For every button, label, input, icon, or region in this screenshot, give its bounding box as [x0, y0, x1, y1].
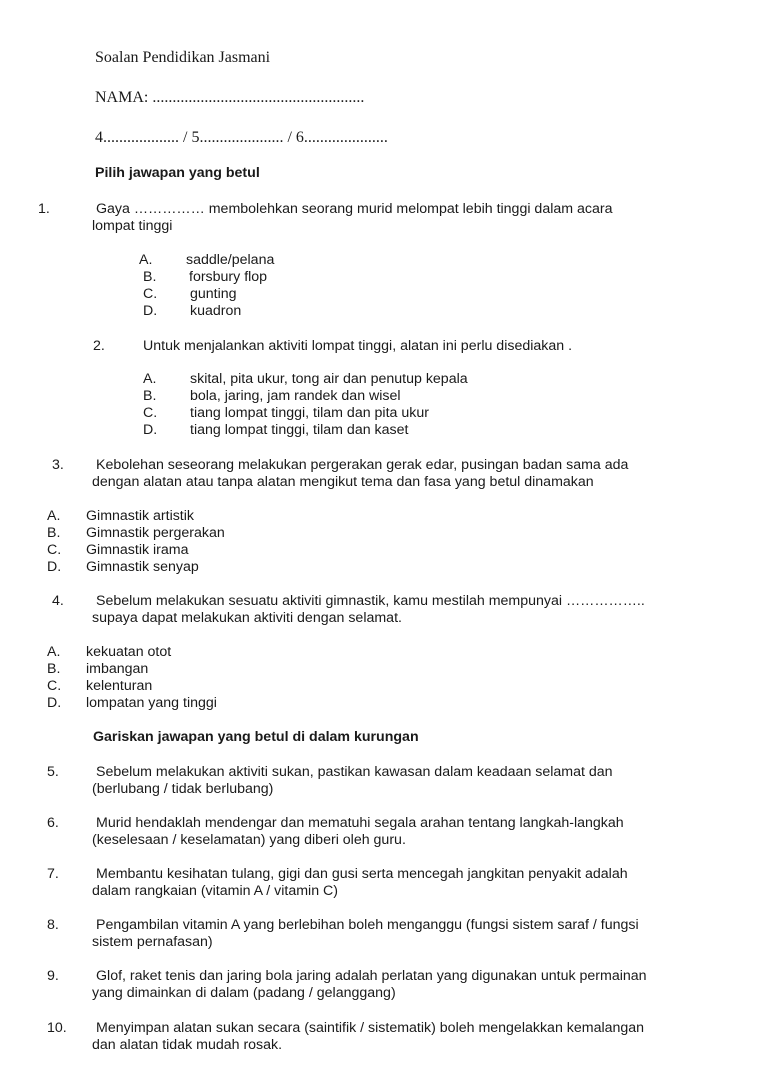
option-letter: D.: [47, 695, 62, 711]
option-letter: A.: [143, 371, 157, 387]
option-text: Gimnastik senyap: [86, 559, 199, 575]
question-number: 3.: [52, 457, 64, 473]
question-text: Sebelum melakukan sesuatu aktiviti gimnastik, kamu mestilah mempunyai ……………..: [96, 593, 645, 609]
option-text: kuadron: [190, 303, 242, 319]
question-number: 9.: [47, 968, 59, 984]
option-text: Gimnastik irama: [86, 542, 189, 558]
question-number: 10.: [47, 1020, 67, 1036]
option-text: bola, jaring, jam randek dan wisel: [190, 388, 401, 404]
question-text: Pengambilan vitamin A yang berlebihan boleh menganggu (fungsi sistem saraf / fungsi: [96, 917, 639, 933]
option-letter: B.: [143, 269, 157, 285]
question-number: 8.: [47, 917, 59, 933]
option-letter: A.: [47, 644, 61, 660]
option-text: saddle/pelana: [186, 252, 275, 268]
option-text: skital, pita ukur, tong air dan penutup kepala: [190, 371, 468, 387]
option-text: Gimnastik pergerakan: [86, 525, 225, 541]
question-text: Kebolehan seseorang melakukan pergerakan gerak edar, pusingan badan sama ada: [96, 457, 629, 473]
question-text: (keselesaan / keselamatan) yang diberi oleh guru.: [92, 832, 406, 848]
question-text: yang dimainkan di dalam (padang / gelanggang): [92, 985, 396, 1001]
option-text: tiang lompat tinggi, tilam dan pita ukur: [190, 405, 429, 421]
name-field: NAMA: .....................................................: [95, 89, 365, 106]
question-text: Untuk menjalankan aktiviti lompat tinggi, alatan ini perlu disediakan .: [143, 338, 573, 354]
option-text: forsbury flop: [189, 269, 268, 285]
question-text: dalam rangkaian (vitamin A / vitamin C): [92, 883, 339, 899]
option-letter: C.: [47, 678, 62, 694]
question-text: Gaya …………… membolehkan seorang murid melompat lebih tinggi dalam acara: [96, 201, 613, 217]
question-number: 2.: [93, 338, 105, 354]
option-letter: C.: [143, 405, 158, 421]
question-number: 4.: [52, 593, 64, 609]
question-text: dan alatan tidak mudah rosak.: [92, 1037, 283, 1053]
question-number: 7.: [47, 866, 59, 882]
option-letter: C.: [143, 286, 158, 302]
option-letter: D.: [47, 559, 62, 575]
worksheet-title: Soalan Pendidikan Jasmani: [95, 49, 271, 66]
question-number: 6.: [47, 815, 59, 831]
option-letter: B.: [143, 388, 157, 404]
question-text: Murid hendaklah mendengar dan mematuhi segala arahan tentang langkah-langkah: [96, 815, 624, 831]
section1-instruction: Pilih jawapan yang betul: [95, 165, 260, 181]
option-letter: D.: [143, 422, 158, 438]
option-letter: D.: [143, 303, 158, 319]
option-text: imbangan: [86, 661, 149, 677]
question-text: (berlubang / tidak berlubang): [92, 781, 274, 797]
option-text: lompatan yang tinggi: [86, 695, 217, 711]
option-letter: C.: [47, 542, 62, 558]
question-text: dengan alatan atau tanpa alatan mengikut tema dan fasa yang betul dinamakan: [92, 474, 594, 490]
question-text: Glof, raket tenis dan jaring bola jaring adalah perlatan yang digunakan untuk permainan: [96, 968, 647, 984]
question-text: lompat tinggi: [92, 218, 173, 234]
question-text: sistem pernafasan): [92, 934, 213, 950]
class-field: 4................... / 5..................... / 6.....................: [95, 129, 388, 146]
option-text: kelenturan: [86, 678, 153, 694]
option-text: Gimnastik artistik: [86, 508, 194, 524]
option-letter: A.: [47, 508, 61, 524]
question-text: Membantu kesihatan tulang, gigi dan gusi serta mencegah jangkitan penyakit adalah: [96, 866, 628, 882]
question-text: Sebelum melakukan aktiviti sukan, pastikan kawasan dalam keadaan selamat dan: [96, 764, 613, 780]
question-number: 5.: [47, 764, 59, 780]
section2-instruction: Gariskan jawapan yang betul di dalam kurungan: [93, 729, 419, 745]
option-text: kekuatan otot: [86, 644, 172, 660]
question-text: Menyimpan alatan sukan secara (saintifik / sistematik) boleh mengelakkan kemalangan: [96, 1020, 645, 1036]
option-letter: B.: [47, 525, 61, 541]
option-letter: B.: [47, 661, 61, 677]
option-text: tiang lompat tinggi, tilam dan kaset: [190, 422, 409, 438]
question-number: 1.: [38, 201, 50, 217]
option-letter: A.: [139, 252, 153, 268]
question-text: supaya dapat melakukan aktiviti dengan selamat.: [92, 610, 402, 626]
option-text: gunting: [190, 286, 237, 302]
